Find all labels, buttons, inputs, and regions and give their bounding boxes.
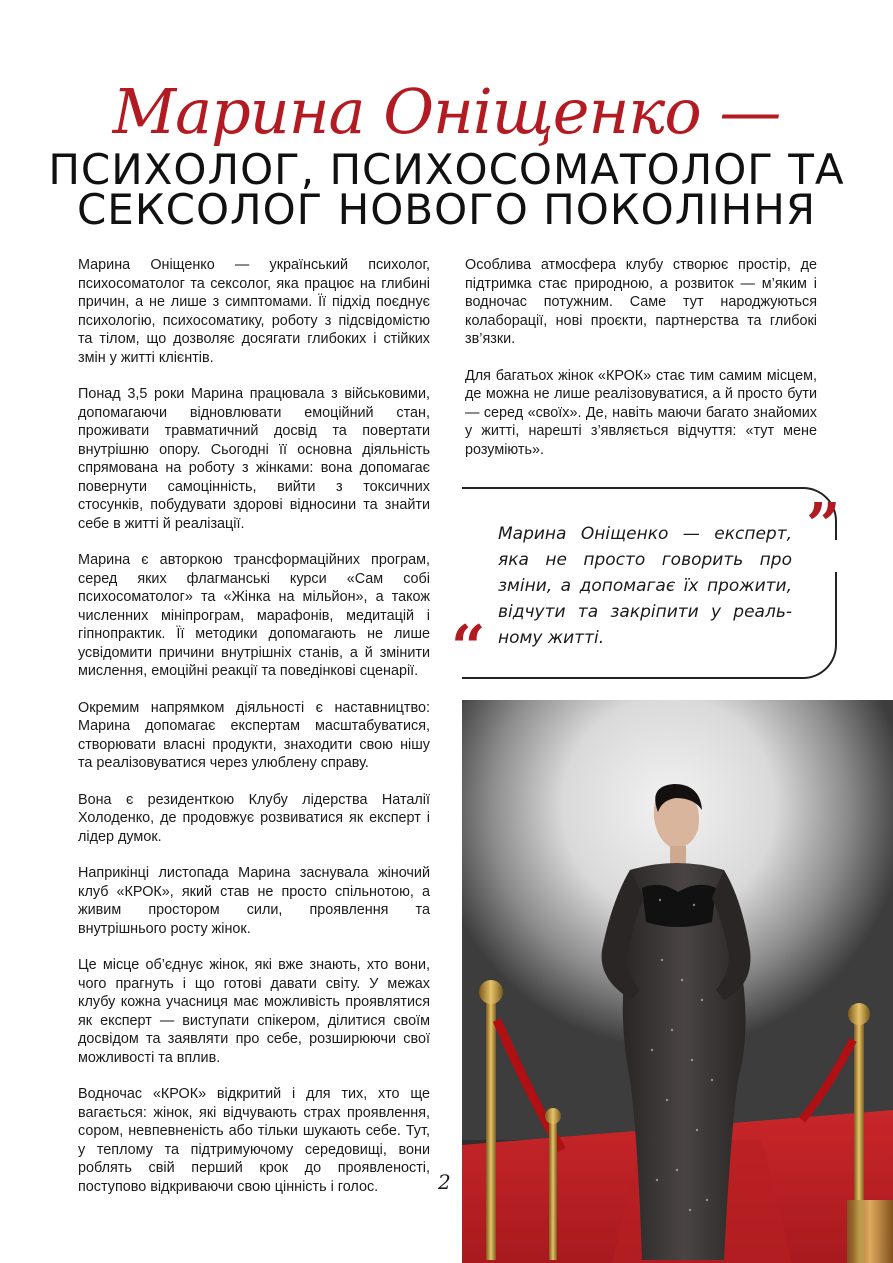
paragraph: Для багатьох жінок «КРОК» стає тим самим місцем, де можна не лише реалізовуватися, а й просто бути — серед «своїх». Де, навіть маючи багато знайомих у житті, нарешті з’являється відчуття: «тут мене розуміють».	[465, 367, 817, 458]
portrait-photo	[462, 700, 893, 1263]
paragraph: Це місце об’єднує жінок, які вже знають, хто вони, чого прагнуть і що готові давати світу. У межах клубу кожна учасниця має можливість проявлятися як експерт — виступати спікером, ділитися своїм досвідом та заявляти про себе, розширюючи свої можливості та вплив.	[78, 957, 430, 1066]
page-number: 2	[438, 1170, 451, 1194]
paragraph: Особлива атмосфера клубу створює простір, де підтримка стає природною, а розвиток — м’яким і водночас потужним. Саме тут народжуються колаборації, нові проєкти, партнерства та глибокі зв’язки.	[465, 257, 817, 347]
paragraph: Марина Оніщенко — український психолог, психосоматолог та сексолог, яка працює на глибині причин, а не лише з симптомами. Її підхід поєднує психологію, психосоматику, роботу з підсвідомістю та тілом, що дозволяє досягати глибоких і стійких змін у житті клієнтів.	[78, 257, 430, 366]
paragraph: Наприкінці листопада Марина заснувала жіночий клуб «КРОК», який став не просто спільнотою, а живим простором сили, проявлення та внутрішнього росту жінок.	[78, 865, 430, 937]
left-column	[78, 256, 430, 1214]
pull-quote-text: Марина Оніщенко — експерт, яка не просто говорить про зміни, а допомагає їх прожити, відчути та закріпити у реальному житті.	[498, 524, 792, 648]
paragraph: Вона є резиденткою Клубу лідерства Наталії Холоденко, де продовжує розвиватися як експерт і лідер думок.	[78, 791, 430, 845]
close-quote-icon: ”	[806, 491, 841, 561]
paragraph: Водночас «КРОК» відкритий і для тих, хто ще вагається: жінок, які відчувають страх проявлення, сором, невпевненість або тільки шукають себе. Тут, у теплому та підтримуючому середовищі, вони роблять свій перший крок до проявленості, поступово відкриваючи свою цінність і голос.	[78, 1086, 430, 1195]
title-line-2: СЕКСОЛОГ НОВОГО ПОКОЛІННЯ	[76, 185, 817, 234]
title-line-1: ПСИХОЛОГ, ПСИХОСОМАТОЛОГ ТА	[48, 145, 845, 194]
paragraph: Марина є авторкою трансформаційних програм, серед яких флагманські курси «Сам собі психосоматолог» та «Жінка на мільйон», а також численних мініпрограм, марафонів, медитацій і гіпнопрактик. Її методики допомагають не лише усвідомити причини внутрішніх станів, а й змінити мислення, емоційні реакції та поведінкові сценарії.	[78, 552, 430, 679]
right-column	[465, 256, 817, 477]
paragraph: Понад 3,5 роки Марина працювала з військовими, допомагаючи відновлювати емоційний стан, проживати травматичний досвід та повертати внутрішню опору. Сьогодні її основна діяльність спрямована на роботу з жінками: вона допомагає повернути самоцінність, вийти з токсичних стосунків, побудувати здорові відносини та знайти себе в житті й реалізації.	[78, 386, 430, 532]
title-script-name: Марина Оніщенко —	[112, 75, 781, 148]
paragraph: Окремим напрямком діяльності є наставництво: Марина допомагає експертам масштабуватися, створювати власні продукти, знаходити свою нішу та реалізовуватися через улюблену справу.	[78, 699, 430, 771]
open-quote-icon: “	[451, 613, 486, 683]
